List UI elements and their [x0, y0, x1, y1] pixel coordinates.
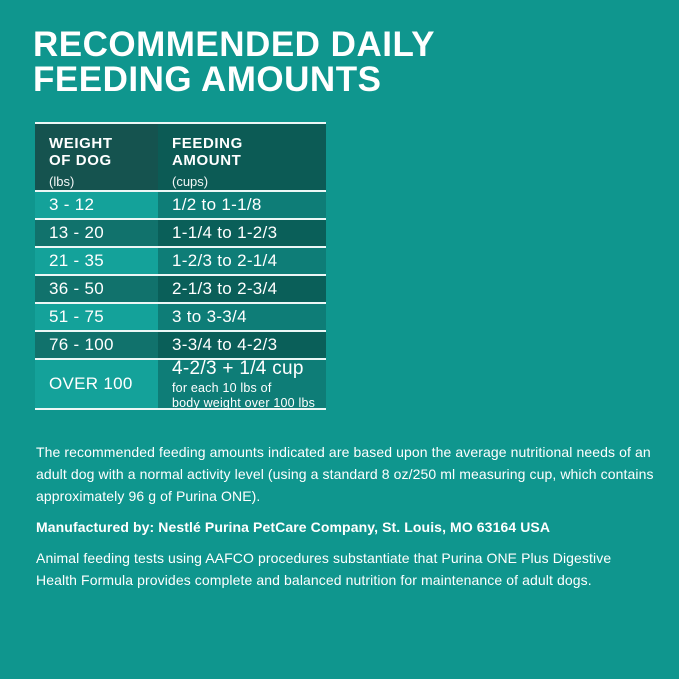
- table-row: [35, 357, 326, 410]
- amount-cell: [158, 304, 326, 330]
- feeding-table: [35, 122, 326, 410]
- amount-note: for each 10 lbs of: [172, 380, 272, 395]
- amount-column-title: FEEDING AMOUNT: [172, 135, 243, 169]
- amount-note: body weight over 100 lbs: [172, 395, 316, 410]
- weight-cell: 21 - 35: [35, 248, 158, 274]
- amount-column-unit: (cups): [172, 174, 209, 189]
- amount-cell: [158, 220, 326, 246]
- aafco-statement: Animal feeding tests using AAFCO procedures substantiate that Purina ONE Plus Digestive Health Formula provides complete and balanced nutrition for maintenance of adult dogs.: [36, 550, 612, 588]
- amount-value: 3 to 3-3/4: [172, 307, 247, 326]
- footnotes: [36, 441, 654, 600]
- weight-cell: 3 - 12: [35, 192, 158, 218]
- weight-cell: OVER 100: [35, 360, 158, 408]
- page-title-line2: FEEDING AMOUNTS: [33, 60, 382, 99]
- amount-value: 4-2/3 + 1/4 cup: [172, 357, 304, 379]
- amount-value: 1/2 to 1-1/8: [172, 195, 262, 214]
- feeding-table-body: [35, 192, 326, 408]
- table-row: [35, 332, 326, 360]
- table-row: [35, 220, 326, 248]
- weight-cell: 36 - 50: [35, 276, 158, 302]
- page-title: [33, 27, 435, 97]
- amount-cell: [158, 357, 326, 410]
- weight-column-title: WEIGHT OF DOG: [49, 135, 113, 169]
- table-row: [35, 248, 326, 276]
- weight-cell: 13 - 20: [35, 220, 158, 246]
- amount-value: 3-3/4 to 4-2/3: [172, 335, 278, 354]
- weight-cell: 51 - 75: [35, 304, 158, 330]
- table-row: [35, 304, 326, 332]
- amount-cell: [158, 192, 326, 218]
- table-row: [35, 276, 326, 304]
- weight-column-unit: (lbs): [49, 174, 75, 189]
- table-row: [35, 192, 326, 220]
- manufacturer-line: Manufactured by: Nestlé Purina PetCare Company, St. Louis, MO 63164 USA: [36, 519, 551, 535]
- amount-cell: [158, 332, 326, 358]
- weight-cell: 76 - 100: [35, 332, 158, 358]
- feeding-recommendation-note: The recommended feeding amounts indicated are based upon the average nutritional needs of an adult dog with a normal activity level (using a standard 8 oz/250 ml measuring cup, which contains approximately 96 g of Purina ONE).: [36, 444, 654, 504]
- feeding-table-header: [35, 124, 326, 192]
- weight-column-header: [35, 124, 158, 190]
- amount-cell: [158, 276, 326, 302]
- page-title-line1: RECOMMENDED DAILY: [33, 25, 435, 64]
- amount-cell: [158, 248, 326, 274]
- amount-value: 1-2/3 to 2-1/4: [172, 251, 278, 270]
- amount-value: 1-1/4 to 1-2/3: [172, 223, 278, 242]
- amount-value: 2-1/3 to 2-3/4: [172, 279, 278, 298]
- amount-column-header: [158, 124, 326, 190]
